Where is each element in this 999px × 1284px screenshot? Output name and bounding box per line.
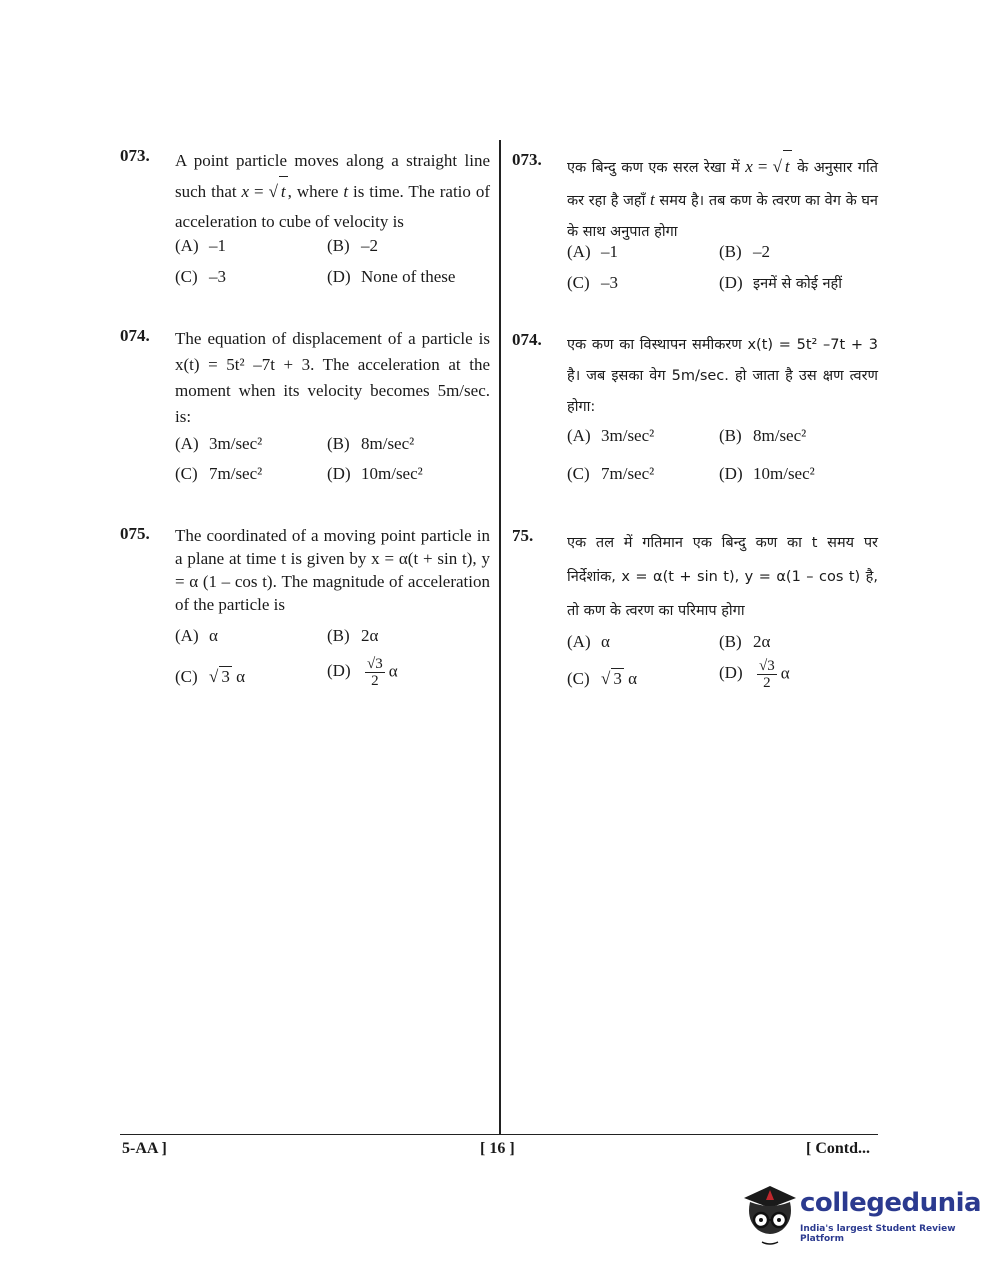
option-d: (D) इनमें से कोई नहीं [719, 273, 842, 292]
option-c: (C) √ 3 α [567, 669, 638, 688]
column-divider [499, 140, 501, 1135]
sqrt-t: t [279, 176, 288, 207]
question-number: 75. [512, 526, 534, 545]
question-text: The equation of displacement of a particle is x(t) = 5t² –7t + 3. The acceleration at the moment when its velocity becomes 5m/sec. is: [175, 329, 490, 426]
option-c: (C) 7m/sec² [567, 464, 655, 483]
option-c: (C) √ 3 α [175, 667, 246, 686]
option-c: (C) –3 [567, 273, 618, 292]
fraction: $\frac{√3}{2}$ [367, 656, 383, 689]
option-a: (A) α [567, 632, 610, 651]
sqrt-t: t [783, 150, 792, 182]
booklet-code: 5-AA ] [122, 1140, 167, 1157]
option-a: (A) 3m/sec² [175, 434, 263, 453]
logo-tagline: India's largest Student Review Platform [800, 1224, 956, 1244]
question-text: एक बिन्दु कण एक सरल रेखा में x = √ t के अनुसार गति कर रहा है जहाँ t समय है। तब कण के त्वरण का वेग के घन के साथ अनुपात होगा [567, 150, 878, 248]
option-b: (B) –2 [719, 242, 770, 261]
option-a: (A) –1 [567, 242, 618, 261]
option-d: (D) $\frac{√3}{2}$ α [719, 658, 790, 691]
page-number: [ 16 ] [480, 1140, 515, 1157]
option-d: (D) 10m/sec² [719, 464, 815, 483]
option-b: (B) –2 [327, 236, 378, 255]
logo-wordmark: collegedunia [800, 1188, 982, 1218]
footer-rule [120, 1134, 878, 1135]
option-b: (B) 2α [719, 632, 771, 651]
option-d: (D) None of these [327, 267, 456, 286]
option-b: (B) 8m/sec² [719, 426, 807, 445]
option-d: (D) $\frac{√3}{2}$ α [327, 656, 398, 689]
question-number: 074. [512, 330, 542, 349]
question-text: The coordinated of a moving point particle in a plane at time t is given by x = α(t + sin t), y = α (1 – cos t). The magnitude of acceleration of the particle is [175, 526, 490, 614]
continued-label: [ Contd... [806, 1140, 871, 1157]
option-c: (C) 7m/sec² [175, 464, 263, 483]
option-d: (D) 10m/sec² [327, 464, 423, 483]
question-number: 073. [512, 150, 542, 169]
option-b: (B) 8m/sec² [327, 434, 415, 453]
option-b: (B) 2α [327, 626, 379, 645]
question-text: एक कण का विस्थापन समीकरण x(t) = 5t² –7t + 3 है। जब इसका वेग 5m/sec. हो जाता है उस क्षण त्वरण होगा: [567, 337, 878, 415]
option-a: (A) α [175, 626, 218, 645]
mascot-icon [740, 1180, 798, 1250]
question-number: 075. [120, 524, 150, 543]
question-text: A point particle moves along a straight line such that x = √ t , where t is time. The ratio of acceleration to cube of velocity is [175, 151, 491, 231]
question-text: एक तल में गतिमान एक बिन्दु कण का t समय पर निर्देशांक, x = α(t + sin t), y = α(1 – cos t) है, तो कण के त्वरण का परिमाप होगा [567, 535, 878, 619]
option-a: (A) –1 [175, 236, 226, 255]
question-number: 073. [120, 146, 150, 165]
option-a: (A) 3m/sec² [567, 426, 655, 445]
fraction: $\frac{√3}{2}$ [759, 658, 775, 691]
option-c: (C) –3 [175, 267, 226, 286]
question-number: 074. [120, 326, 150, 345]
collegedunia-logo [740, 1180, 982, 1250]
